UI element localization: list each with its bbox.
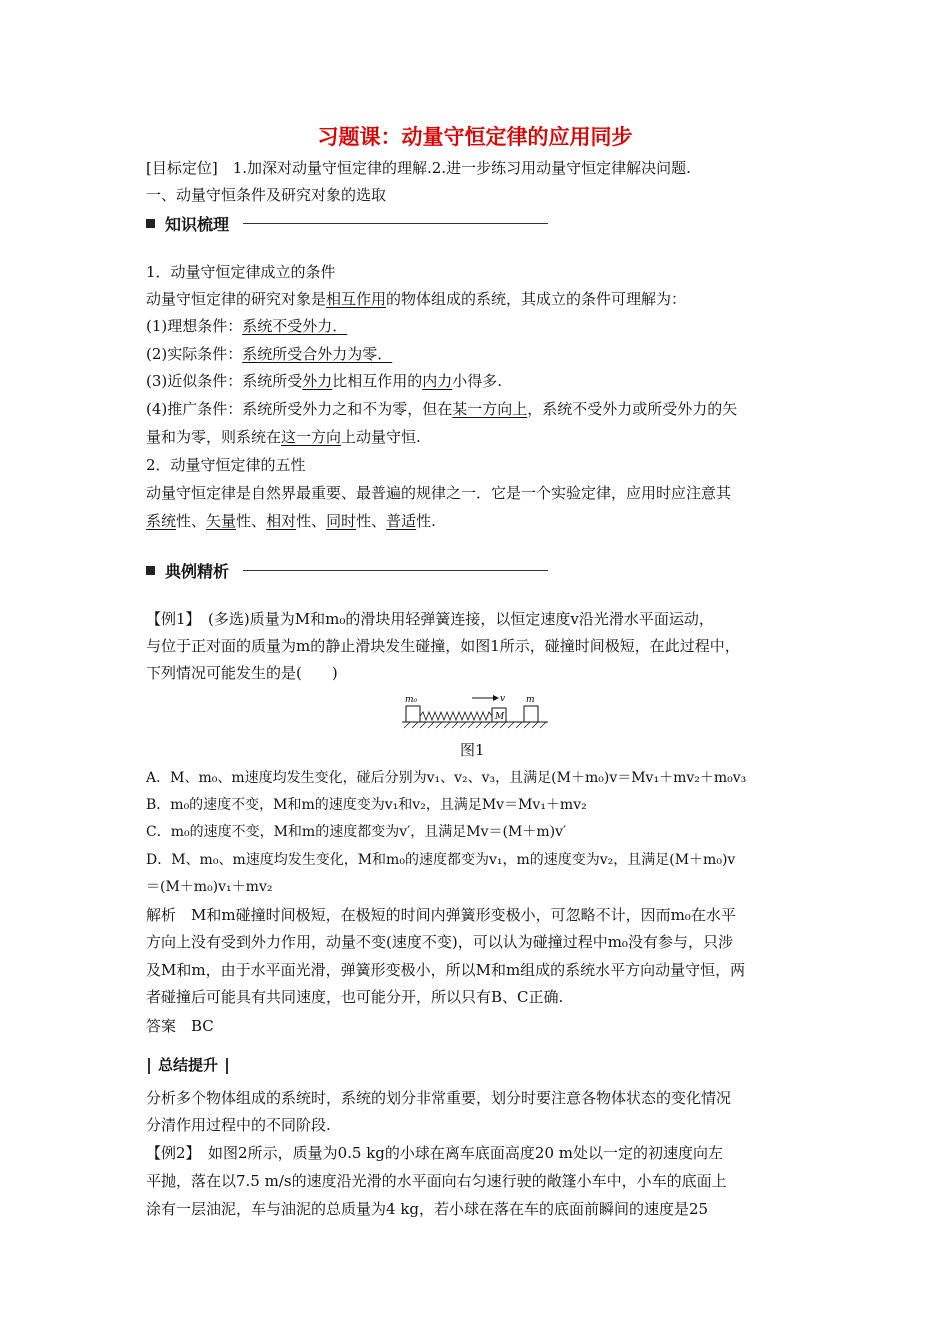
ground-hatching (404, 722, 546, 728)
condition-3: (3)近似条件：系统所受外力比相互作用的内力小得多. (146, 372, 503, 390)
option-c: C．m₀的速度不变，M和m的速度都变为v′，且满足Mv＝(M＋m)v′ (146, 824, 567, 840)
knowledge-line: 2．动量守恒定律的五性 (146, 456, 306, 474)
five-properties: 系统性、矢量性、相对性、同时性、普适性. (146, 512, 436, 530)
summary-text: 分析多个物体组成的系统时，系统的划分非常重要，划分时要注意各物体状态的变化情况 (146, 1089, 732, 1107)
page-title: 习题课：动量守恒定律的应用同步 (317, 125, 633, 149)
example-2-text: 涂有一层油泥，车与油泥的总质量为4 kg，若小球在落在车的底面前瞬间的速度是25 (146, 1200, 709, 1218)
knowledge-line: 动量守恒定律的研究对象是相互作用的物体组成的系统，其成立的条件可理解为： (146, 290, 687, 308)
label-v: v (500, 694, 506, 704)
condition-4-cont: 量和为零，则系统在这一方向上动量守恒. (146, 428, 421, 446)
option-a: A．M、m₀、m速度均发生变化，碰后分别为v₁、v₂、v₃，且满足(M＋m₀)v＝Mv₁＋mv₂＋m₀v₃ (146, 770, 747, 786)
arrow-right-icon (493, 695, 499, 701)
label-M: M (495, 712, 505, 722)
label-m: m (526, 695, 535, 705)
label-m0: m₀ (405, 695, 418, 705)
part-heading: 一、动量守恒条件及研究对象的选取 (146, 186, 387, 204)
example-1-text: 与位于正对面的质量为m的静止滑块发生碰撞，如图1所示，碰撞时间极短，在此过程中， (146, 637, 740, 655)
block-m0 (406, 706, 420, 722)
condition-2: (2)实际条件：系统所受合外力为零． (146, 345, 393, 363)
section-label: 知识梳理 (165, 215, 230, 234)
analysis-text: 及M和m，由于水平面光滑，弹簧形变极小，所以M和m组成的系统水平方向动量守恒，两 (146, 961, 746, 979)
section-rule (243, 223, 548, 224)
option-b: B．m₀的速度不变，M和m的速度变为v₁和v₂，且满足Mv＝Mv₁＋mv₂ (146, 797, 587, 813)
section-rule (243, 570, 548, 571)
analysis-text: 者碰撞后可能具有共同速度，也可能分开，所以只有B、C正确. (146, 988, 564, 1006)
analysis-text: 解析 M和m碰撞时间极短，在极短的时间内弹簧形变极小，可忽略不计，因而m₀在水平 (146, 906, 736, 924)
bar-divider-icon (148, 1058, 150, 1074)
condition-4: (4)推广条件：系统所受外力之和不为零，但在某一方向上，系统不受外力或所受外力的矢 (146, 400, 738, 418)
example-2-text: 【例2】 如图2所示，质量为0.5 kg的小球在离车底面高度20 m处以一定的初速度向左 (146, 1144, 723, 1162)
example-1-text: 下列情况可能发生的是( ) (146, 664, 338, 682)
bar-divider-icon (226, 1058, 228, 1074)
example-1-text: 【例1】 (多选)质量为M和m₀的滑块用轻弹簧连接，以恒定速度v沿光滑水平面运动， (146, 610, 714, 628)
spring (420, 712, 492, 720)
summary-label: 总结提升 (158, 1056, 219, 1074)
target-statement: [目标定位] 1.加深对动量守恒定律的理解.2.进一步练习用动量守恒定律解决问题. (146, 159, 691, 177)
block-m (524, 706, 538, 722)
knowledge-line: 动量守恒定律是自然界最重要、最普遍的规律之一．它是一个实验定律，应用时应注意其 (146, 484, 732, 502)
analysis-text: 方向上没有受到外力作用，动量不变(速度不变)，可以认为碰撞过程中m₀没有参与，只涉 (146, 933, 733, 951)
section-label: 典例精析 (165, 562, 230, 581)
square-bullet-icon (146, 566, 155, 575)
section-knowledge (146, 212, 548, 235)
figure-caption: 图1 (460, 741, 485, 759)
option-d: D．M、m₀、m速度均发生变化，M和m₀的速度都变为v₁，m的速度变为v₂，且满足(M＋m₀)v (146, 852, 736, 868)
knowledge-line: 1．动量守恒定律成立的条件 (146, 263, 336, 281)
figure-1-diagram (400, 690, 550, 740)
example-2-text: 平抛，落在以7.5 m/s的速度沿光滑的水平面向右匀速行驶的敞篷小车中，小车的底面上 (146, 1172, 727, 1190)
option-d-cont: ＝(M＋m₀)v₁＋mv₂ (146, 879, 273, 895)
summary-heading (140, 1054, 236, 1075)
condition-1: (1)理想条件：系统不受外力． (146, 317, 348, 335)
answer-text: 答案 BC (146, 1017, 214, 1035)
summary-text: 分清作用过程中的不同阶段. (146, 1116, 331, 1134)
section-examples (146, 559, 548, 582)
square-bullet-icon (146, 219, 155, 228)
